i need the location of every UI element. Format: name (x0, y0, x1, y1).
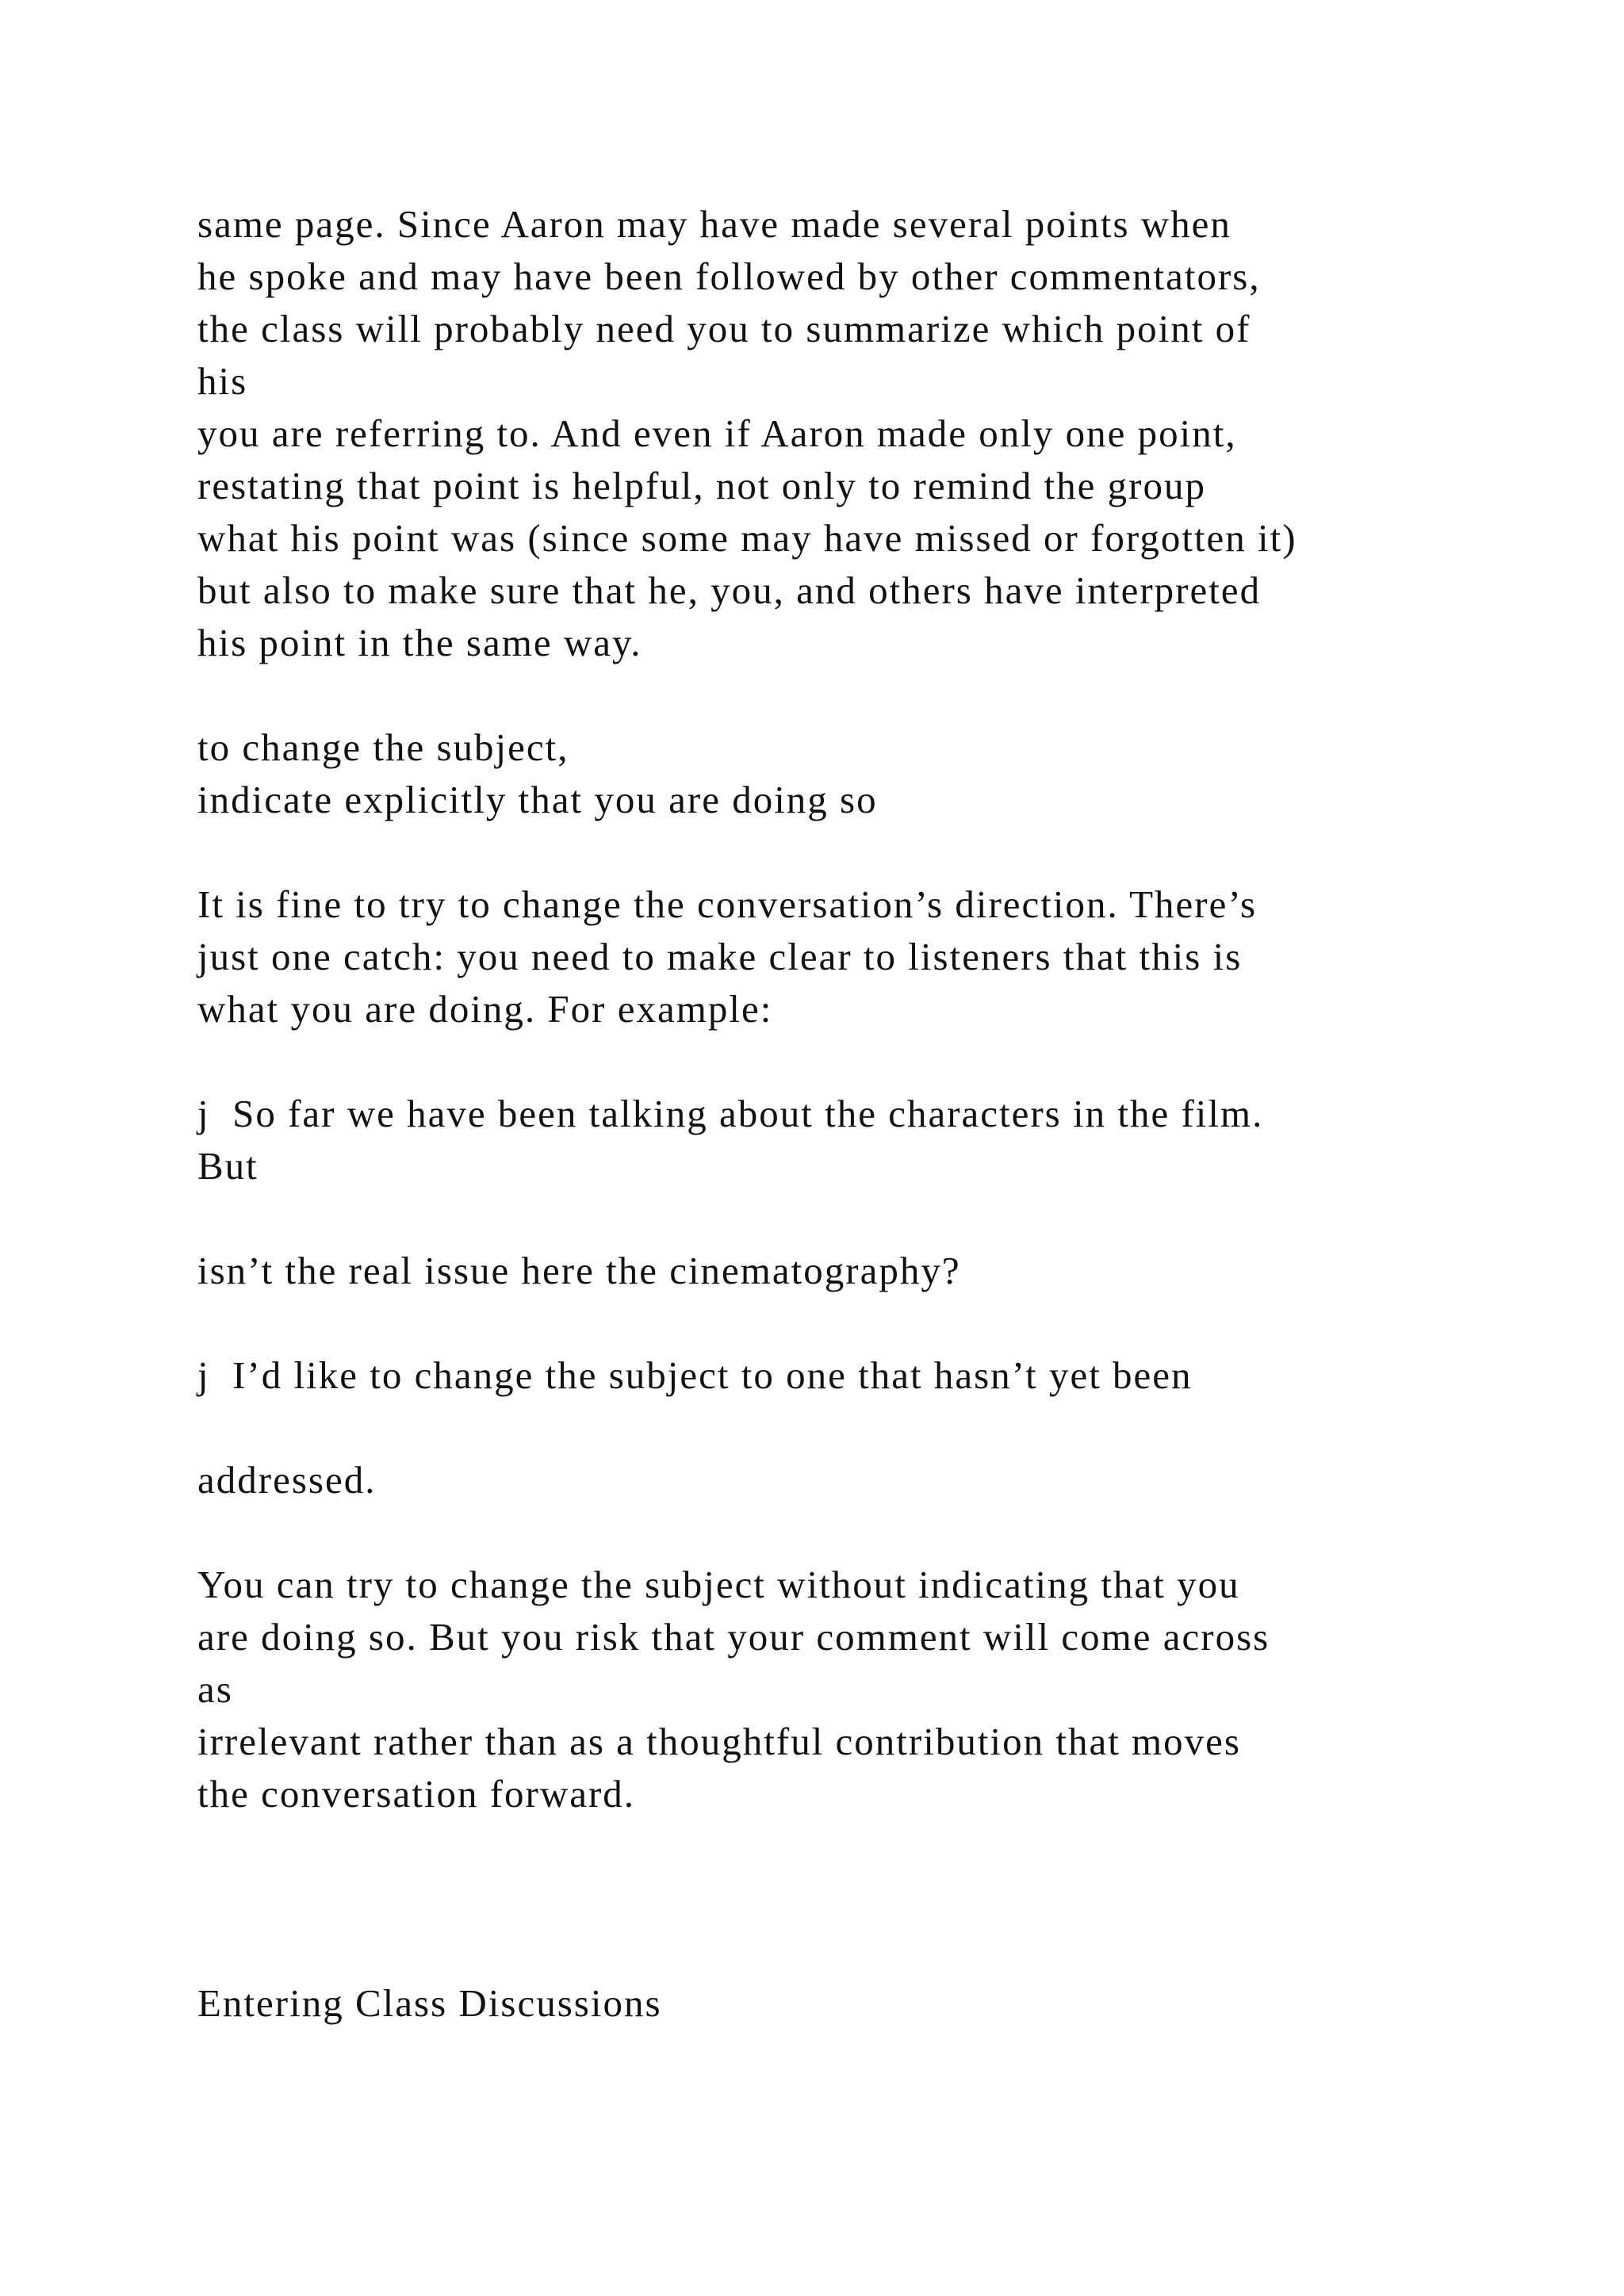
text-line: the conversation forward. (197, 1772, 636, 1816)
text-line: his (197, 359, 248, 403)
text-line: what his point was (since some may have missed or forgotten it) (197, 516, 1297, 560)
text-line: his point in the same way. (197, 621, 642, 664)
example-line: But (197, 1144, 259, 1188)
text-line: You can try to change the subject without indicating that you (197, 1563, 1240, 1606)
example-line: addressed. (197, 1458, 377, 1502)
text-line: as (197, 1667, 233, 1711)
text-line: just one catch: you need to make clear to listeners that this is (197, 935, 1243, 978)
text-line: restating that point is helpful, not only to remind the group (197, 464, 1206, 507)
section-heading-line: to change the subject, (197, 725, 569, 769)
section-heading-line: indicate explicitly that you are doing so (197, 778, 878, 821)
text-line: you are referring to. And even if Aaron made only one point, (197, 411, 1237, 455)
text-line: same page. Since Aaron may have made several points when (197, 202, 1231, 246)
example-line: j I’d like to change the subject to one that hasn’t yet been (197, 1353, 1193, 1397)
text-line: what you are doing. For example: (197, 987, 773, 1031)
text-line: irrelevant rather than as a thoughtful contribution that moves (197, 1720, 1241, 1763)
text-line: are doing so. But you risk that your comment will come across (197, 1615, 1270, 1659)
text-line: It is fine to try to change the conversation’s direction. There’s (197, 882, 1258, 926)
text-line: but also to make sure that he, you, and others have interpreted (197, 568, 1262, 612)
text-line: he spoke and may have been followed by other commentators, (197, 254, 1261, 298)
page-footer-title: Entering Class Discussions (197, 1981, 662, 2025)
text-line: the class will probably need you to summarize which point of (197, 307, 1251, 350)
example-line: j So far we have been talking about the characters in the film. (197, 1092, 1264, 1135)
example-line: isn’t the real issue here the cinematography? (197, 1249, 961, 1292)
